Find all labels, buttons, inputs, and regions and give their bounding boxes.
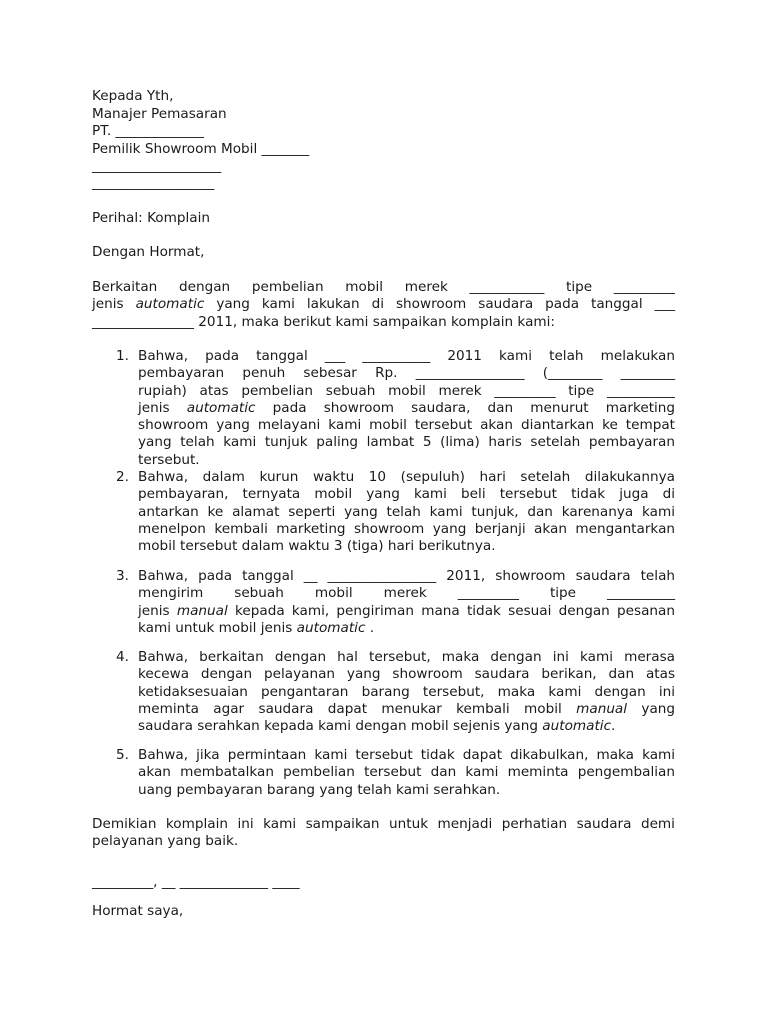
address-line-1: ___________________ xyxy=(92,158,222,174)
recipient-title: Manajer Pemasaran xyxy=(92,106,227,122)
intro-line: Berkaitan dengan pembelian mobil merek ___________ tipe _________ xyxy=(92,279,675,295)
sign-off: Hormat saya, xyxy=(92,903,184,919)
intro-paragraph xyxy=(92,279,675,331)
showroom-owner: Pemilik Showroom Mobil _______ xyxy=(92,141,310,157)
greeting: Dengan Hormat, xyxy=(92,244,205,260)
list-item-text: Bahwa, jika permintaan kami tersebut tidak dapat dikabulkan, maka kami akan membatalkan pembelian tersebut dan kami meminta pengembalian uang pembayaran barang yang telah kami serahkan. xyxy=(138,747,676,798)
list-number: 1. xyxy=(116,348,129,364)
list-number: 5. xyxy=(116,747,129,763)
date-line: _________, __ _____________ ____ xyxy=(92,874,300,890)
company-name: PT. _____________ xyxy=(92,123,204,139)
closing-paragraph: Demikian komplain ini kami sampaikan untuk menjadi perhatian saudara demi pelayanan yang baik. xyxy=(92,816,675,850)
list-number: 3. xyxy=(116,568,129,584)
subject-line: Perihal: Komplain xyxy=(92,210,210,226)
list-item-text: Bahwa, pada tanggal ___ __________ 2011 kami telah melakukan pembayaran penuh sebesar Rp. ________________ (________ ________ rupiah) atas pembelian sebuah mobil merek _________ tipe __________ jenis automatic pada showroom saudara, dan menurut marketing showroom yang melayani kami mobil tersebut akan diantarkan ke tempat yang telah kami tunjuk paling lambat 5 (lima) haris setelah pembayaran tersebut. xyxy=(138,348,676,468)
address-line-2: __________________ xyxy=(92,175,215,191)
intro-line: _______________ 2011, maka berikut kami sampaikan komplain kami: xyxy=(92,313,555,330)
intro-line: jenis automatic yang kami lakukan di showroom saudara pada tanggal ___ xyxy=(92,296,676,313)
list-item-text: Bahwa, pada tanggal __ ________________ 2011, showroom saudara telah mengirim sebuah mobil merek _________ tipe __________ jenis manual kepada kami, pengiriman mana tidak sesuai dengan pesanan kami untuk mobil jenis automatic . xyxy=(138,568,676,636)
list-item-text: Bahwa, dalam kurun waktu 10 (sepuluh) hari setelah dilakukannya pembayaran, ternyata mobil yang kami beli tersebut tidak juga di antarkan ke alamat seperti yang telah kami tunjuk, dan karenanya kami menelpon kembali marketing showroom yang berjanji akan mengantarkan mobil tersebut dalam waktu 3 (tiga) hari berikutnya. xyxy=(138,469,676,555)
list-number: 2. xyxy=(116,469,129,485)
list-item-text: Bahwa, berkaitan dengan hal tersebut, maka dengan ini kami merasa kecewa dengan pelayanan yang showroom saudara berikan, dan atas ketidaksesuaian pengantaran barang tersebut, maka kami dengan ini meminta agar saudara dapat menukar kembali mobil manual yang saudara serahkan kepada kami dengan mobil sejenis yang automatic. xyxy=(138,649,676,735)
list-number: 4. xyxy=(116,649,129,665)
salutation: Kepada Yth, xyxy=(92,88,174,104)
